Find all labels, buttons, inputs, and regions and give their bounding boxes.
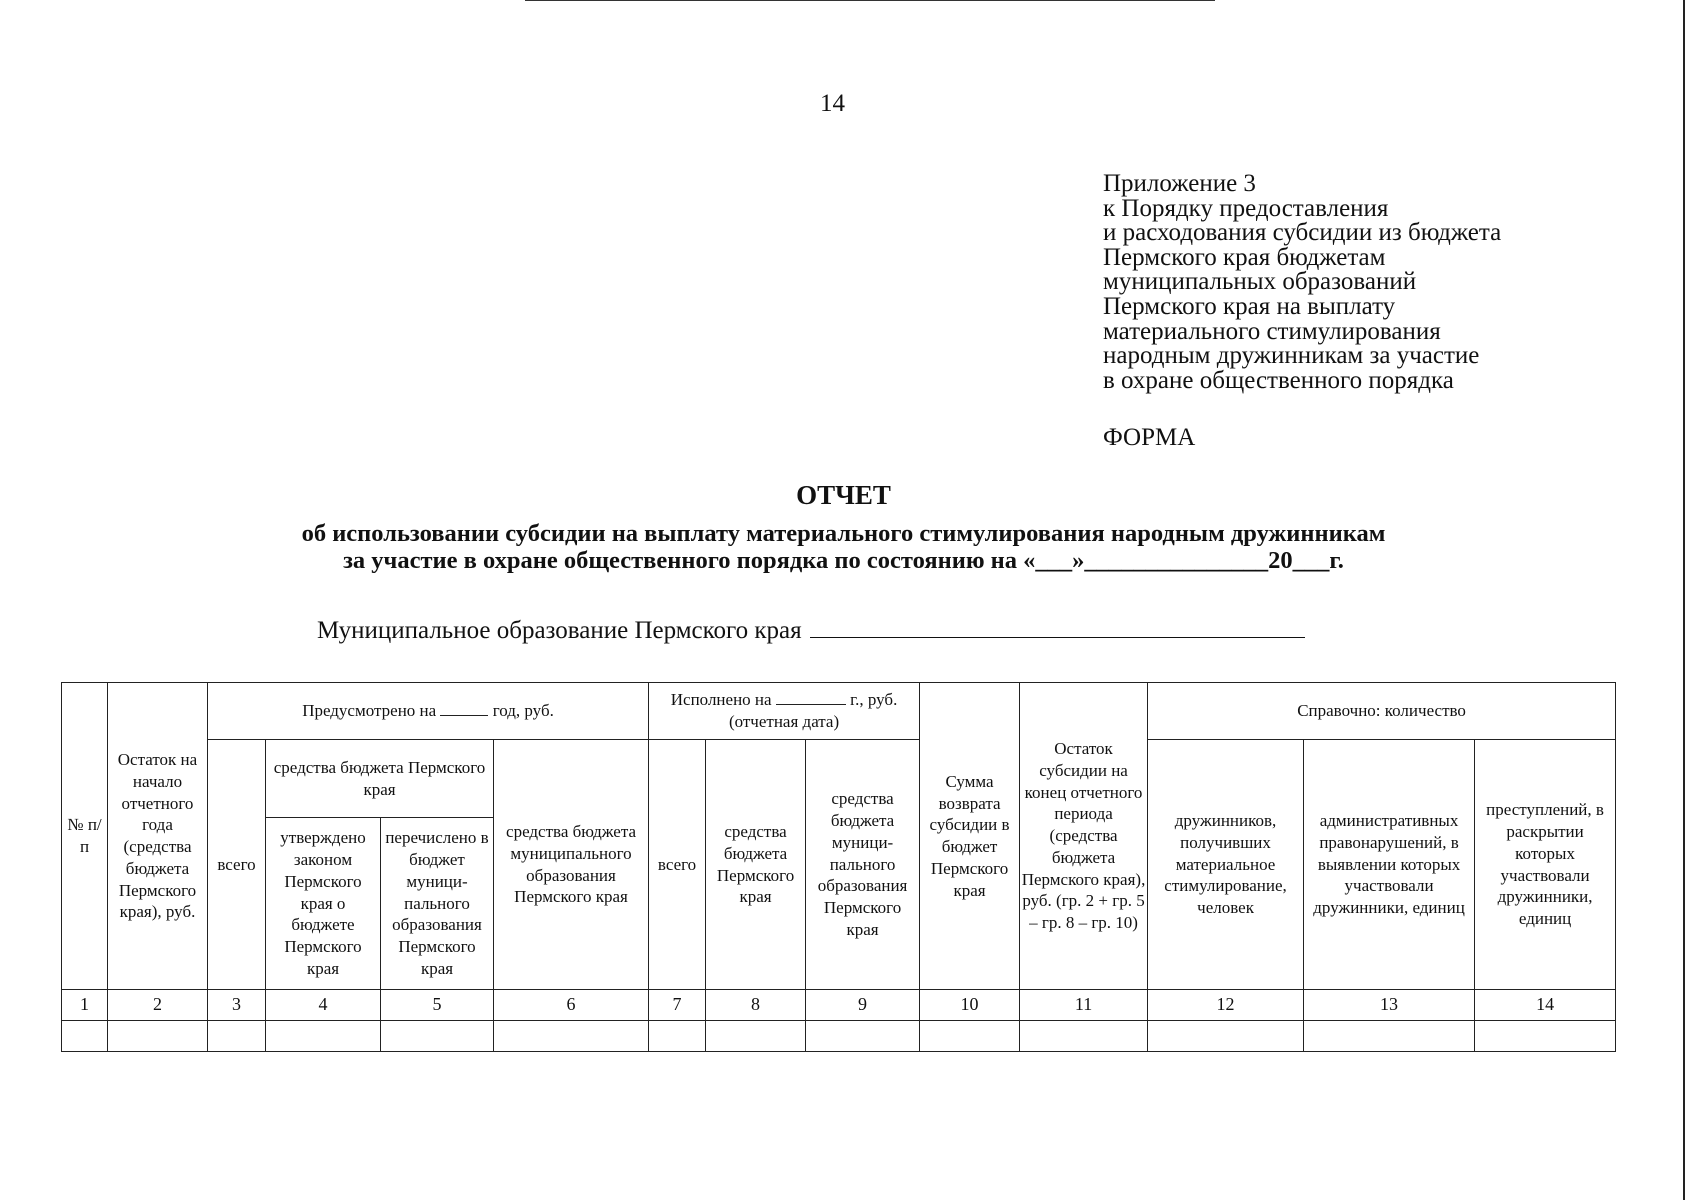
municipality-row <box>317 617 1305 645</box>
header-executed-regional: средства бюджета Пермского края <box>706 740 806 990</box>
report-table <box>61 682 1616 1052</box>
header-opening-balance: Остаток на начало отчетного года (средства бюджета Пермского края), руб. <box>108 683 208 990</box>
appendix-line: и расходования субсидии из бюджета <box>1103 219 1502 247</box>
scan-edge-right <box>1683 0 1685 1200</box>
data-cell[interactable] <box>1148 1021 1304 1052</box>
column-number: 8 <box>706 990 806 1021</box>
column-number: 2 <box>108 990 208 1021</box>
appendix-line: Пермского края на выплату <box>1103 292 1396 320</box>
header-closing-balance: Остаток субсидии на конец отчетного периода (средства бюджета Пермского края), руб. (гр. 2 + гр. 5 – гр. 8 – гр. 10) <box>1020 683 1148 990</box>
data-cell[interactable] <box>1020 1021 1148 1052</box>
header-refund-amount: Сумма возврата субсидии в бюджет Пермского края <box>920 683 1020 990</box>
column-number: 5 <box>381 990 494 1021</box>
appendix-line: народным дружинникам за участие <box>1103 342 1480 370</box>
appendix-line: Приложение 3 <box>1103 170 1256 197</box>
appendix-line: Пермского края бюджетам <box>1103 243 1386 271</box>
data-row <box>62 1021 1616 1052</box>
planned-year-blank[interactable] <box>440 701 488 716</box>
scan-edge-top <box>525 0 1215 1</box>
column-number: 6 <box>494 990 649 1021</box>
header-row-number: № п/п <box>62 683 108 990</box>
column-number-row <box>62 990 1616 1021</box>
planned-prefix: Предусмотрено на <box>302 701 437 721</box>
column-number: 7 <box>649 990 706 1021</box>
municipality-blank-field[interactable] <box>810 617 1305 638</box>
header-volunteers-count: дружинников, получивших материальное стимулирование, человек <box>1148 740 1304 990</box>
data-cell[interactable] <box>494 1021 649 1052</box>
header-executed-municipal: средства бюджета муници-пального образования Пермского края <box>806 740 920 990</box>
appendix-line: к Порядку предоставления <box>1103 194 1389 222</box>
header-executed-total: всего <box>649 740 706 990</box>
header-planned-municipal: средства бюджета муниципального образования Пермского края <box>494 740 649 990</box>
appendix-line: материального стимулирования <box>1103 317 1441 345</box>
column-number: 13 <box>1304 990 1475 1021</box>
appendix-note <box>1103 172 1501 393</box>
column-number: 4 <box>266 990 381 1021</box>
data-cell[interactable] <box>920 1021 1020 1052</box>
header-planned-total: всего <box>208 740 266 990</box>
header-planned-group <box>208 683 649 740</box>
column-number: 11 <box>1020 990 1148 1021</box>
form-label: ФОРМА <box>1103 424 1196 451</box>
column-number: 9 <box>806 990 920 1021</box>
data-cell[interactable] <box>806 1021 920 1052</box>
header-planned-regional: средства бюджета Пермского края <box>266 740 494 818</box>
data-cell[interactable] <box>706 1021 806 1052</box>
data-cell[interactable] <box>208 1021 266 1052</box>
header-executed-group <box>649 683 920 740</box>
subtitle-line-1: об использовании субсидии на выплату материального стимулирования народным дружинникам <box>301 520 1386 547</box>
column-number: 1 <box>62 990 108 1021</box>
page-number: 14 <box>820 90 845 117</box>
header-reference-group: Справочно: количество <box>1148 683 1616 740</box>
data-cell[interactable] <box>381 1021 494 1052</box>
header-approved-by-law: утверждено законом Пермского края о бюджете Пермского края <box>266 818 381 990</box>
executed-prefix: Исполнено на <box>670 690 772 710</box>
column-number: 3 <box>208 990 266 1021</box>
subtitle-line-2: за участие в охране общественного порядка по состоянию на «___»_______________20___г. <box>343 547 1344 574</box>
data-cell[interactable] <box>1304 1021 1475 1052</box>
document-title: ОТЧЕТ <box>796 480 891 510</box>
header-transferred: перечислено в бюджет муници-пального образования Пермского края <box>381 818 494 990</box>
data-cell[interactable] <box>266 1021 381 1052</box>
executed-note: (отчетная дата) <box>728 712 840 731</box>
header-offenses-count: административных правонарушений, в выявлении которых участвовали дружинники, единиц <box>1304 740 1475 990</box>
appendix-line: в охране общественного порядка <box>1103 366 1454 394</box>
executed-date-blank[interactable] <box>776 690 846 705</box>
header-crimes-count: преступлений, в раскрытии которых участвовали дружинники, единиц <box>1475 740 1616 990</box>
column-number: 10 <box>920 990 1020 1021</box>
data-cell[interactable] <box>108 1021 208 1052</box>
column-number: 12 <box>1148 990 1304 1021</box>
data-cell[interactable] <box>649 1021 706 1052</box>
data-cell[interactable] <box>1475 1021 1616 1052</box>
planned-suffix: год, руб. <box>492 701 554 721</box>
column-number: 14 <box>1475 990 1616 1021</box>
appendix-line: муниципальных образований <box>1103 268 1417 296</box>
municipality-label: Муниципальное образование Пермского края <box>317 617 802 644</box>
executed-suffix: г., руб. <box>850 690 898 710</box>
data-cell[interactable] <box>62 1021 108 1052</box>
document-subtitle <box>0 520 1687 574</box>
